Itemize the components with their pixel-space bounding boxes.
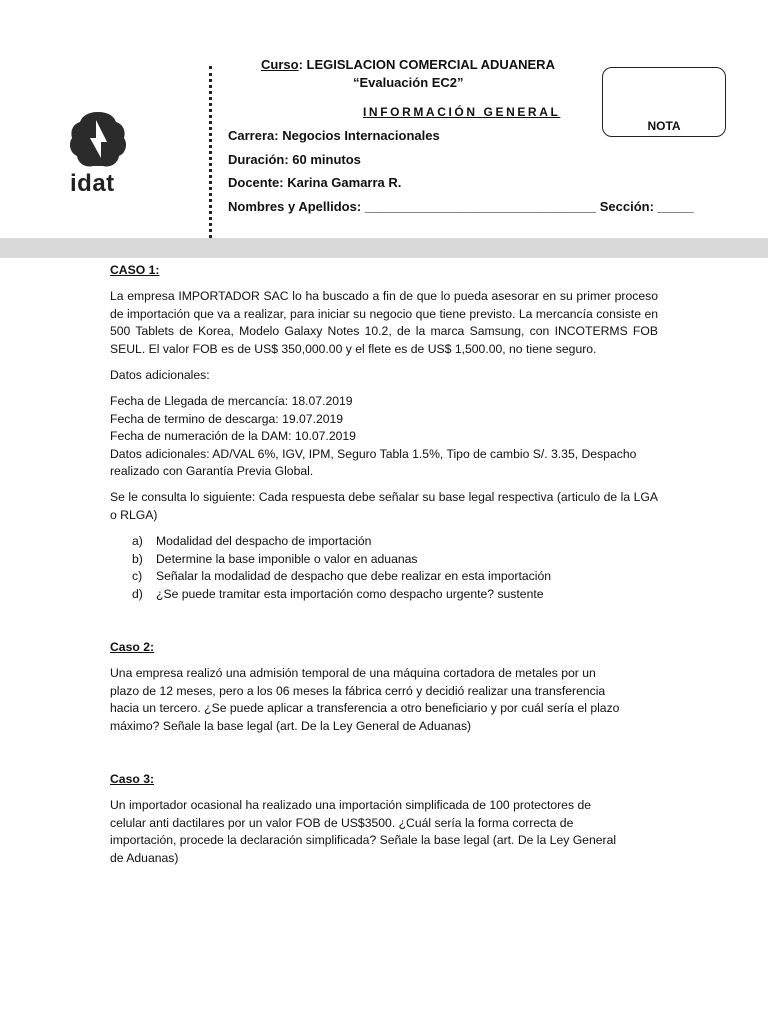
case2-text xyxy=(110,665,658,735)
document-body xyxy=(110,262,658,867)
career-line: Carrera: Negocios Internacionales xyxy=(228,128,440,143)
case1-extra-heading: Datos adicionales: xyxy=(110,368,210,383)
case1-details xyxy=(110,393,658,480)
case2-line: hacia un tercero. ¿Se puede aplicar a transferencia a otro beneficiario y por cuál sería el plazo xyxy=(110,701,620,716)
case1-intro: La empresa IMPORTADOR SAC lo ha buscado a fin de que lo pueda asesorar en su primer proceso de importación que va a realizar, para iniciar su negocio que tiene previsto. La mercancía consiste en 500 Tablets de Korea, Modelo Galaxy Notes 10.2, de la marca Samsung, con INCOTERMS FOB SEUL. El valor FOB es de US$ 350,000.00 y el flete es de US$ 1,500.00, no tiene seguro. xyxy=(110,289,658,356)
duration-line: Duración: 60 minutos xyxy=(228,152,361,167)
document-header xyxy=(0,0,768,238)
case3-line: de Aduanas) xyxy=(110,850,179,865)
question-marker: c) xyxy=(132,569,143,584)
dotted-divider xyxy=(209,66,212,238)
detail-line: Fecha de Llegada de mercancía: 18.07.2019 xyxy=(110,394,353,409)
case3-title: Caso 3: xyxy=(110,771,155,786)
grade-box xyxy=(602,67,726,137)
section-separator-band xyxy=(0,238,768,258)
question-text: Modalidad del despacho de importación xyxy=(156,534,372,549)
case3-line: Un importador ocasional ha realizado una importación simplificada de 100 protectores de xyxy=(110,798,592,813)
question-item xyxy=(110,568,658,585)
detail-line: realizado con Garantía Previa Global. xyxy=(110,464,314,479)
case3-line: importación, procede la declaración simplificada? Señale la base legal (art. De la Ley General xyxy=(110,833,617,848)
question-marker: d) xyxy=(132,586,143,601)
question-item xyxy=(110,551,658,568)
case3-line: celular anti dactilares por un valor FOB de US$3500. ¿Cuál sería la forma correcta de xyxy=(110,815,574,830)
detail-line: Datos adicionales: AD/VAL 6%, IGV, IPM, Seguro Tabla 1.5%, Tipo de cambio S/. 3.35, Despacho xyxy=(110,446,637,461)
names-line: Nombres y Apellidos: ________________________________ Sección: _____ xyxy=(228,199,694,214)
detail-line: Fecha de numeración de la DAM: 10.07.2019 xyxy=(110,429,356,444)
course-key: Curso xyxy=(261,57,299,72)
case2-line: plazo de 12 meses, pero a los 06 meses la fábrica cerró y decidió realizar una transferencia xyxy=(110,683,606,698)
question-item xyxy=(110,586,658,603)
course-line: Curso: LEGISLACION COMERCIAL ADUANERA xyxy=(261,57,555,72)
course-value: LEGISLACION COMERCIAL ADUANERA xyxy=(306,57,555,72)
question-marker: b) xyxy=(132,551,143,566)
case2-title: Caso 2: xyxy=(110,639,155,654)
case2-line: Una empresa realizó una admisión temporal de una máquina cortadora de metales por un xyxy=(110,666,596,681)
general-info-heading: INFORMACIÓN GENERAL xyxy=(363,105,561,119)
evaluation-title: “Evaluación EC2” xyxy=(353,75,464,90)
case1-question-intro: Se le consulta lo siguiente: Cada respuesta debe señalar su base legal respectiva (articulo de la LGA o RLGA) xyxy=(110,490,658,522)
case2-line: máximo? Señale la base legal (art. De la Ley General de Aduanas) xyxy=(110,718,472,733)
case1-questions xyxy=(110,533,658,603)
question-text: Señalar la modalidad de despacho que debe realizar en esta importación xyxy=(156,569,551,584)
question-text: Determine la base imponible o valor en aduanas xyxy=(156,551,418,566)
question-text: ¿Se puede tramitar esta importación como despacho urgente? sustente xyxy=(156,586,544,601)
logo-text: idat xyxy=(70,170,115,197)
detail-line: Fecha de termino de descarga: 19.07.2019 xyxy=(110,411,344,426)
teacher-line: Docente: Karina Gamarra R. xyxy=(228,175,402,190)
question-marker: a) xyxy=(132,534,143,549)
case1-title: CASO 1: xyxy=(110,263,160,277)
grade-label: NOTA xyxy=(647,119,681,133)
question-item xyxy=(110,533,658,550)
case3-text xyxy=(110,797,658,867)
